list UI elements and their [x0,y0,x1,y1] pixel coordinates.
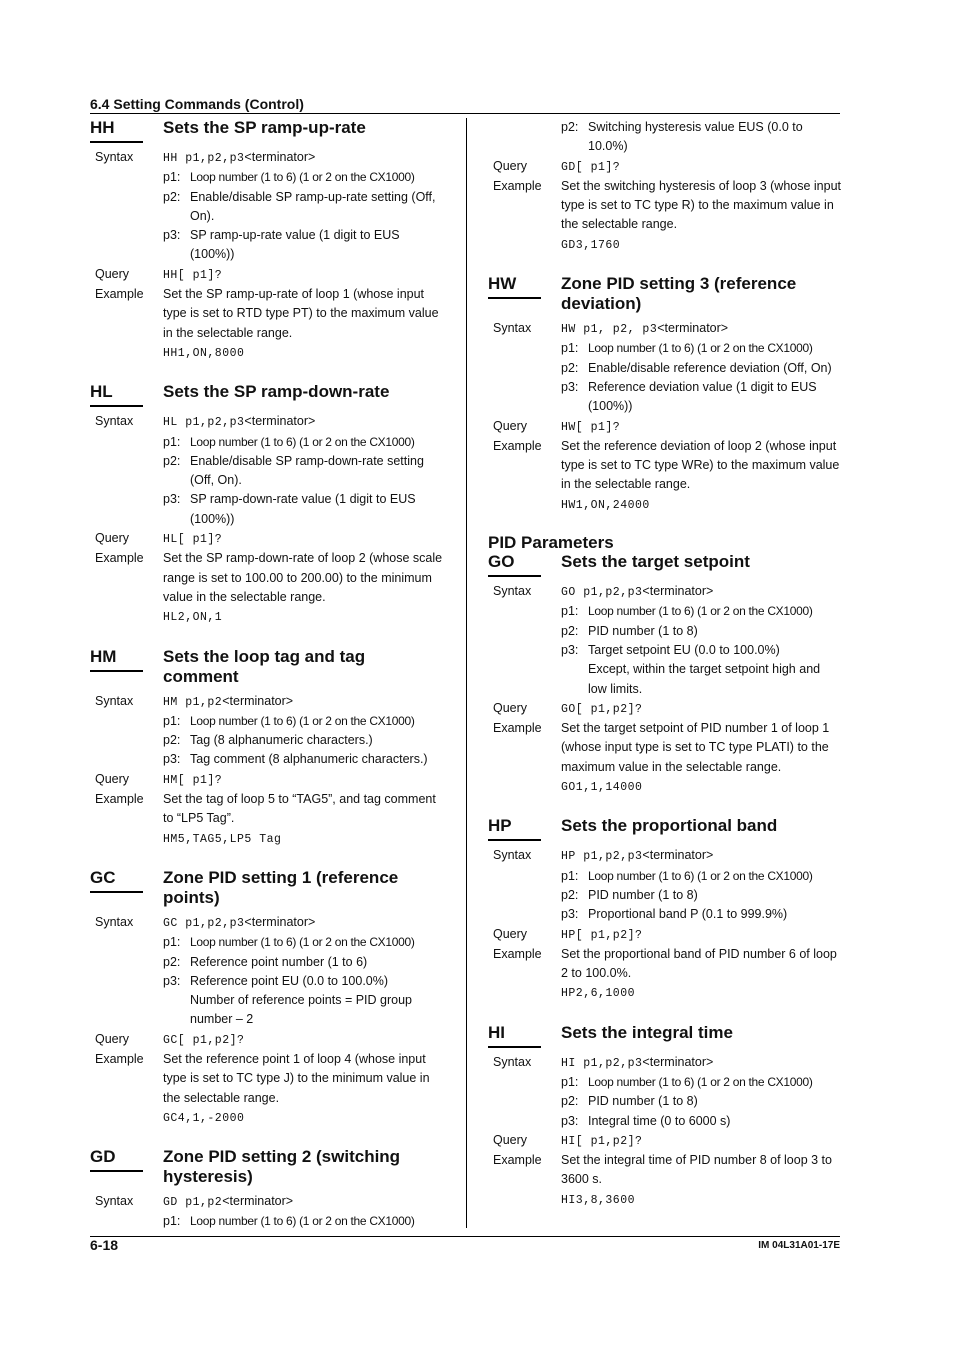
example-code: GD3,1760 [561,238,621,252]
query-code: HI[ p1,p2]? [561,1134,643,1148]
command-code: HL [90,382,143,407]
command-gc [90,868,445,1128]
example-code: HM5,TAG5,LP5 Tag [163,832,282,846]
footer-rule [90,1236,840,1237]
example-label: Example [493,721,542,736]
terminator: <terminator> [244,414,316,429]
query-label: Query [95,266,130,281]
example-text: Set the reference point 1 of loop 4 (whose input type is set to TC type J) to the minimum value in the selectable range. [163,1051,430,1105]
command-hl [90,382,445,627]
param-desc: Proportional band P (0.1 to 999.9%) [588,907,788,922]
command-heading [90,118,445,143]
command-title: Sets the integral time [561,1022,733,1042]
right-column [488,118,842,1229]
syntax-code: GO p1,p2,p3 [561,586,643,600]
example-label: Example [493,178,542,193]
command-hh [90,118,445,363]
param-desc: Tag comment (8 alphanumeric characters.) [190,752,428,767]
param-key: p1: [163,935,181,950]
example-code: GC4,1,-2000 [163,1111,245,1125]
syntax-label: Syntax [95,1194,134,1209]
query-code: GO[ p1,p2]? [561,702,643,716]
param-desc: Loop number (1 to 6) (1 or 2 on the CX1000) [190,170,415,185]
param-key: p3: [561,642,579,657]
param-key: p2: [561,360,579,375]
param-key: p2: [163,733,181,748]
command-heading [90,868,445,908]
query-label: Query [95,531,130,546]
left-column [90,118,445,1251]
query-code: HP[ p1,p2]? [561,928,643,942]
command-hw [488,274,842,515]
command-gd [90,1147,445,1232]
example-label: Example [493,1153,542,1168]
example-code: HI3,8,3600 [561,1193,636,1207]
syntax-label: Syntax [493,321,532,336]
param-key: p1: [561,341,579,356]
command-code: GC [90,868,143,893]
terminator: <terminator> [244,150,316,164]
query-label: Query [493,418,528,433]
query-label: Query [95,771,130,786]
query-label: Query [95,1031,130,1046]
example-text: Set the SP ramp-down-rate of loop 2 (whose scale range is set to 100.00 to 200.00) to the minimum value in the selectable range. [163,551,443,604]
param-key: p2: [163,954,181,969]
command-title: Zone PID setting 2 (switching hysteresis) [163,1147,401,1187]
param-desc: Loop number (1 to 6) (1 or 2 on the CX1000) [588,604,813,619]
param-key: p2: [561,887,579,902]
param-desc: Loop number (1 to 6) (1 or 2 on the CX1000) [190,1214,415,1229]
example-label: Example [493,946,542,961]
command-heading [488,816,842,841]
param-key: p2: [561,120,579,134]
param-desc: Switching hysteresis value EUS (0.0 to 10.0%) [588,120,803,154]
command-title: Zone PID setting 3 (reference deviation) [561,274,797,314]
syntax-label: Syntax [493,848,532,863]
param-key: p3: [561,1113,579,1128]
command-heading [90,1147,445,1187]
query-code: GC[ p1,p2]? [163,1033,245,1047]
param-key: p3: [163,973,181,988]
example-text: Set the SP ramp-up-rate of loop 1 (whose input type is set to RTD type PT) to the maximum value in the selectable range. [163,287,439,340]
column-divider [466,118,467,1228]
param-note: Number of reference points = PID group number – 2 [190,993,412,1027]
param-desc: Enable/disable reference deviation (Off, On) [588,360,832,375]
command-code: HM [90,647,143,672]
command-hi [488,1023,842,1210]
example-code: HW1,ON,24000 [561,498,650,512]
command-code: HW [488,274,541,299]
param-desc: PID number (1 to 8) [588,887,698,902]
param-key: p1: [163,170,181,185]
query-label: Query [493,700,528,715]
param-desc: Loop number (1 to 6) (1 or 2 on the CX1000) [190,935,415,950]
param-desc: SP ramp-down-rate value (1 digit to EUS (100%)) [190,492,416,526]
param-key: p1: [163,713,181,728]
param-note: Except, within the target setpoint high and low limits. [588,662,821,696]
param-desc: Loop number (1 to 6) (1 or 2 on the CX1000) [588,1074,813,1089]
terminator: <terminator> [642,848,714,863]
param-key: p3: [163,752,181,767]
example-code: HP2,6,1000 [561,987,636,1001]
param-desc: Loop number (1 to 6) (1 or 2 on the CX1000) [190,713,415,728]
command-title: Sets the target setpoint [561,552,750,572]
query-code: HW[ p1]? [561,420,621,434]
section-heading-pid-parameters: PID Parameters [488,533,614,553]
example-label: Example [95,1051,144,1066]
param-key: p2: [561,1094,579,1109]
terminator: <terminator> [244,914,316,929]
example-text: Set the proportional band of PID number 6 of loop 2 to 100.0%. [561,946,837,981]
query-code: GD[ p1]? [561,160,621,174]
syntax-code: HM p1,p2 [163,695,223,709]
terminator: <terminator> [642,584,714,599]
header-rule [90,113,840,114]
example-text: Set the integral time of PID number 8 of loop 3 to 3600 s. [561,1153,832,1187]
param-key: p3: [561,379,579,394]
param-desc: SP ramp-up-rate value (1 digit to EUS (100%)) [190,228,400,262]
param-key: p3: [163,492,181,507]
command-code: HP [488,816,541,841]
param-desc: Integral time (0 to 6000 s) [588,1113,731,1128]
query-code: HH[ p1]? [163,268,223,282]
example-text: Set the switching hysteresis of loop 3 (whose input type is set to TC type R) to the maximum value in the selectable range. [561,178,842,232]
syntax-label: Syntax [95,914,134,929]
param-desc: Loop number (1 to 6) (1 or 2 on the CX1000) [190,434,415,449]
page-number: 6-18 [90,1237,119,1253]
terminator: <terminator> [222,693,294,708]
page-header: 6.4 Setting Commands (Control) [90,96,304,112]
command-title: Sets the loop tag and tag comment [163,646,366,686]
command-heading [90,382,445,407]
query-code: HL[ p1]? [163,533,223,547]
terminator: <terminator> [657,321,729,336]
example-label: Example [95,551,144,566]
command-heading [488,274,842,314]
terminator: <terminator> [222,1194,294,1209]
query-label: Query [493,1132,528,1147]
command-title: Sets the SP ramp-down-rate [163,382,390,402]
command-title: Sets the SP ramp-up-rate [163,118,366,137]
command-code: GO [488,552,541,577]
param-desc: Loop number (1 to 6) (1 or 2 on the CX1000) [588,341,813,356]
param-key: p2: [163,189,181,204]
param-desc: PID number (1 to 8) [588,623,698,638]
example-text: Set the tag of loop 5 to “TAG5”, and tag comment to “LP5 Tag”. [163,792,436,826]
param-key: p3: [561,907,579,922]
param-desc: Reference deviation value (1 digit to EUS (100%)) [588,379,817,414]
command-heading [488,552,842,577]
syntax-code: HH p1,p2,p3 [163,152,245,165]
param-desc: Target setpoint EU (0.0 to 100.0%) [588,642,780,657]
command-code: HH [90,118,143,143]
param-key: p2: [163,453,181,468]
command-go [488,534,842,797]
param-key: p1: [561,604,579,619]
param-key: p1: [561,1074,579,1089]
param-desc: Enable/disable SP ramp-up-rate setting (Off, On). [190,189,436,223]
syntax-label: Syntax [493,1054,532,1069]
terminator: <terminator> [642,1054,714,1069]
param-key: p1: [561,868,579,883]
syntax-code: HL p1,p2,p3 [163,416,245,430]
command-title: Sets the proportional band [561,816,778,836]
command-title: Zone PID setting 1 (reference points) [163,867,399,907]
query-code: HM[ p1]? [163,773,223,787]
query-label: Query [493,158,528,173]
syntax-code: HI p1,p2,p3 [561,1056,643,1070]
param-desc: Loop number (1 to 6) (1 or 2 on the CX1000) [588,868,813,883]
syntax-label: Syntax [95,693,134,708]
param-key: p1: [163,1214,181,1229]
command-hm [90,647,445,849]
command-heading [488,1023,842,1048]
param-key: p3: [163,228,181,243]
command-heading [90,647,445,687]
param-desc: Reference point number (1 to 6) [190,954,368,969]
syntax-label: Syntax [493,584,532,599]
command-code: HI [488,1023,541,1048]
document-id: IM 04L31A01-17E [758,1240,840,1251]
example-code: HH1,ON,8000 [163,346,245,360]
command-code: GD [90,1147,143,1172]
param-desc: Reference point EU (0.0 to 100.0%) [190,973,389,988]
example-text: Set the reference deviation of loop 2 (whose input type is set to TC type WRe) to the maximum value in the selectable range. [561,438,840,492]
command-hp [488,816,842,1003]
syntax-code: HP p1,p2,p3 [561,850,643,864]
example-code: GO1,1,14000 [561,781,643,795]
command-gd-continued [488,118,842,255]
syntax-label: Syntax [95,414,134,429]
param-desc: PID number (1 to 8) [588,1094,698,1109]
query-label: Query [493,926,528,941]
syntax-label: Syntax [95,150,134,164]
example-label: Example [95,287,144,302]
syntax-code: GD p1,p2 [163,1196,223,1210]
example-label: Example [493,438,542,453]
param-desc: Enable/disable SP ramp-down-rate setting (Off, On). [190,453,424,488]
syntax-code: GC p1,p2,p3 [163,916,245,930]
example-text: Set the target setpoint of PID number 1 of loop 1 (whose input type is set to TC type PLATI) to the maximum value in the selectable range. [561,721,830,774]
param-key: p1: [163,434,181,449]
syntax-code: HW p1, p2, p3 [561,323,658,337]
param-key: p2: [561,623,579,638]
example-label: Example [95,792,144,807]
example-code: HL2,ON,1 [163,611,223,625]
param-desc: Tag (8 alphanumeric characters.) [190,733,373,748]
